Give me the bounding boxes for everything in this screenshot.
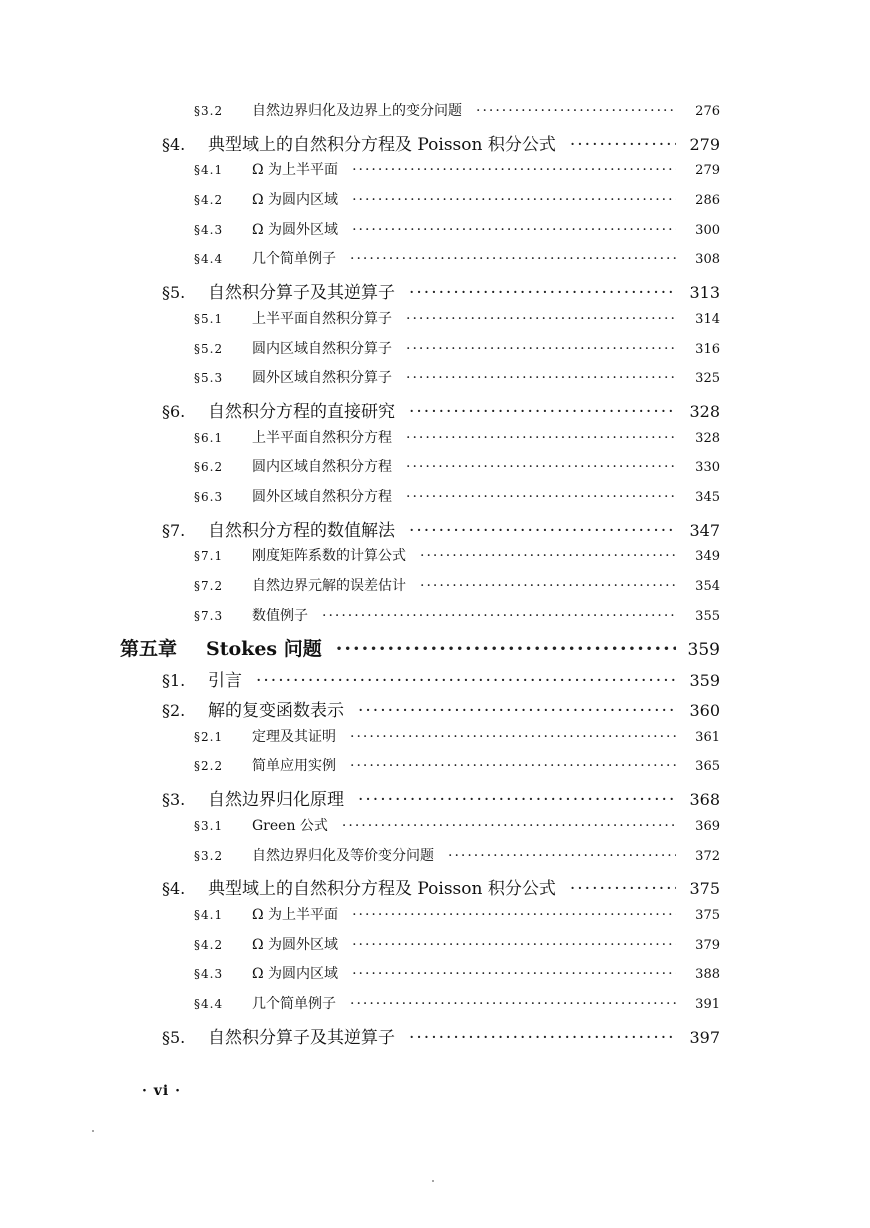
- toc-entry-title: 上半平面自然积分算子: [252, 310, 392, 327]
- toc-subsection-row[interactable]: [0, 486, 870, 516]
- dot-leader: [352, 222, 676, 238]
- toc-entry-number: §7.1: [194, 549, 224, 564]
- dot-leader: [352, 162, 676, 178]
- toc-entry-page: 308: [695, 252, 720, 268]
- toc-entry-number: §4.3: [194, 222, 224, 237]
- toc-entry-number: §4.1: [194, 907, 224, 922]
- toc-entry-title: 典型域上的自然积分方程及 Poisson 积分公式: [208, 879, 556, 900]
- toc-entry-number: §5.: [162, 1027, 186, 1047]
- dot-leader: [358, 701, 676, 721]
- toc-entry-number: §4.: [162, 134, 186, 154]
- dot-leader: [336, 638, 676, 660]
- dot-leader: [406, 370, 676, 386]
- toc-section-row[interactable]: [0, 696, 870, 726]
- toc-entry-number: 第五章: [120, 638, 178, 661]
- dot-leader: [448, 848, 676, 864]
- toc-entry-number: §1.: [162, 671, 186, 691]
- toc-entry-title: Ω 为圆外区域: [252, 936, 339, 953]
- toc-entry-number: §4.: [162, 879, 186, 899]
- toc-entry-title: Ω 为上半平面: [252, 162, 339, 179]
- dot-leader: [420, 548, 676, 564]
- dot-leader: [476, 103, 676, 119]
- toc-subsection-row[interactable]: [0, 845, 870, 875]
- toc-entry-title: 引言: [208, 671, 242, 692]
- toc-entry-title: 数值例子: [252, 607, 308, 624]
- toc-entry-number: §6.2: [194, 460, 224, 475]
- toc-subsection-row[interactable]: [0, 308, 870, 338]
- toc-entry-title: 简单应用实例: [252, 758, 336, 775]
- toc-entry-title: 几个简单例子: [252, 995, 336, 1012]
- toc-entry-page: 365: [695, 759, 720, 775]
- toc-entry-page: 328: [695, 430, 720, 446]
- toc-entry-title: 自然边界归化及等价变分问题: [252, 847, 434, 864]
- toc-entry-page: 359: [687, 640, 720, 661]
- toc-subsection-row[interactable]: [0, 904, 870, 934]
- toc-subsection-row[interactable]: [0, 993, 870, 1023]
- toc-chapter-row[interactable]: [0, 634, 870, 666]
- toc-entry-page: 361: [695, 729, 720, 745]
- toc-subsection-row[interactable]: [0, 755, 870, 785]
- toc-entry-page: 325: [695, 371, 720, 387]
- toc-entry-title: 刚度矩阵系数的计算公式: [252, 548, 406, 565]
- toc-entry-title: Ω 为圆内区域: [252, 192, 339, 209]
- toc-entry-number: §6.: [162, 401, 186, 421]
- toc-entry-title: Ω 为圆内区域: [252, 966, 339, 983]
- dot-leader: [352, 966, 676, 982]
- toc-entry-number: §5.: [162, 283, 186, 303]
- toc-subsection-row[interactable]: [0, 338, 870, 368]
- toc-entry-page: 314: [695, 311, 720, 327]
- toc-entry-page: 279: [695, 163, 720, 179]
- toc-entry-page: 330: [695, 460, 720, 476]
- toc-entry-title: 自然边界元解的误差估计: [252, 578, 406, 594]
- toc-entry-number: §3.2: [194, 848, 224, 863]
- toc-entry-number: §2.: [162, 701, 186, 721]
- toc-entry-number: §7.: [162, 520, 186, 540]
- toc-entry-page: 372: [695, 848, 720, 864]
- toc-subsection-row[interactable]: [0, 367, 870, 397]
- toc-entry-page: 276: [695, 104, 720, 119]
- toc-entry-page: 375: [689, 879, 720, 899]
- toc-entry-number: §5.3: [194, 371, 224, 386]
- toc-entry-page: 379: [695, 937, 720, 953]
- toc-subsection-row[interactable]: [0, 456, 870, 486]
- toc-section-row[interactable]: [0, 666, 870, 696]
- dot-leader: [406, 489, 676, 505]
- toc-entry-page: 388: [695, 967, 720, 983]
- toc-section-row[interactable]: [0, 785, 870, 815]
- toc-entry-number: §5.1: [194, 311, 224, 326]
- toc-section-row[interactable]: [0, 516, 870, 546]
- toc-entry-number: §3.: [162, 790, 186, 810]
- toc-entry-number: §5.2: [194, 341, 224, 356]
- toc-entry-title: 自然积分算子及其逆算子: [208, 283, 395, 304]
- toc-entry-title: 自然积分方程的直接研究: [208, 401, 395, 422]
- toc-entry-title: 几个简单例子: [252, 251, 336, 268]
- scan-speck: [432, 1180, 434, 1182]
- toc-section-row[interactable]: [0, 1023, 870, 1053]
- toc-entry-number: §7.2: [194, 579, 224, 593]
- toc-subsection-row[interactable]: [0, 100, 870, 130]
- dot-leader: [256, 671, 676, 691]
- toc-entry-page: 354: [695, 579, 720, 594]
- toc-entry-title: Ω 为圆外区域: [252, 221, 339, 238]
- dot-leader: [352, 192, 676, 208]
- dot-leader: [322, 608, 676, 624]
- toc-entry-number: §4.3: [194, 967, 224, 982]
- toc-entry-number: §4.1: [194, 163, 224, 178]
- toc-entry-page: 355: [695, 608, 720, 624]
- dot-leader: [409, 402, 676, 422]
- dot-leader: [409, 1028, 676, 1048]
- toc-entry-number: §3.2: [194, 104, 224, 118]
- dot-leader: [352, 907, 676, 923]
- toc-entry-page: 328: [689, 401, 720, 421]
- toc-entry-title: 自然积分算子及其逆算子: [208, 1027, 395, 1048]
- toc-section-row[interactable]: [0, 278, 870, 308]
- toc-section-row[interactable]: [0, 397, 870, 427]
- dot-leader: [570, 879, 676, 899]
- toc-entry-page: 359: [689, 671, 720, 691]
- dot-leader: [350, 758, 676, 774]
- dot-leader: [406, 311, 676, 327]
- scan-speck: [92, 1130, 94, 1132]
- toc-entry-page: 345: [695, 489, 720, 505]
- toc-subsection-row[interactable]: [0, 219, 870, 249]
- toc-entry-number: §3.1: [194, 818, 224, 833]
- toc-subsection-row[interactable]: [0, 159, 870, 189]
- toc-entry-page: 368: [689, 790, 720, 810]
- toc-entry-title: 典型域上的自然积分方程及 Poisson 积分公式: [208, 134, 556, 155]
- toc-subsection-row[interactable]: [0, 605, 870, 635]
- toc-entry-title: 定理及其证明: [252, 728, 336, 745]
- toc-entry-page: 391: [695, 996, 720, 1012]
- toc-entry-number: §2.1: [194, 729, 224, 744]
- toc-entry-page: 286: [695, 193, 720, 209]
- toc-entry-number: §4.2: [194, 193, 224, 208]
- dot-leader: [358, 790, 676, 810]
- toc-entry-title: 圆外区域自然积分方程: [252, 488, 392, 505]
- toc-entry-number: §2.2: [194, 759, 224, 774]
- dot-leader: [409, 521, 676, 541]
- dot-leader: [352, 937, 676, 953]
- toc-entry-page: 369: [695, 818, 720, 834]
- toc-subsection-row[interactable]: [0, 575, 870, 605]
- toc-section-row[interactable]: [0, 874, 870, 904]
- toc-entry-number: §7.3: [194, 608, 224, 623]
- dot-leader: [406, 430, 676, 446]
- toc-entry-page: 313: [689, 283, 720, 303]
- toc-entry-number: §4.4: [194, 252, 224, 267]
- toc-subsection-row[interactable]: [0, 189, 870, 219]
- dot-leader: [350, 996, 676, 1012]
- toc-subsection-row[interactable]: [0, 815, 870, 845]
- toc-entry-title: Ω 为上半平面: [252, 906, 339, 923]
- toc-entry-title: 自然边界归化原理: [208, 790, 344, 811]
- toc-subsection-row[interactable]: [0, 545, 870, 575]
- dot-leader: [350, 729, 676, 745]
- toc-entry-page: 316: [695, 341, 720, 357]
- toc-subsection-row[interactable]: [0, 427, 870, 457]
- toc-subsection-row[interactable]: [0, 934, 870, 964]
- dot-leader: [409, 283, 676, 303]
- toc-entry-page: 300: [695, 222, 720, 238]
- toc-entry-number: §6.1: [194, 430, 224, 445]
- toc-entry-page: 349: [695, 549, 720, 565]
- dot-leader: [420, 578, 676, 594]
- toc-entry-number: §4.2: [194, 937, 224, 952]
- toc-entry-page: 397: [689, 1027, 720, 1047]
- dot-leader: [350, 251, 676, 267]
- toc-subsection-row[interactable]: [0, 248, 870, 278]
- page-number-footer: · vi ·: [142, 1083, 181, 1099]
- toc-entry-page: 279: [689, 134, 720, 154]
- toc-entry-title: Stokes 问题: [206, 638, 322, 661]
- toc-entry-title: 自然边界归化及边界上的变分问题: [252, 103, 462, 119]
- toc-entry-number: §6.3: [194, 489, 224, 504]
- toc-entry-title: 解的复变函数表示: [208, 701, 344, 722]
- toc-entry-title: 圆内区域自然积分算子: [252, 340, 392, 357]
- toc-entry-title: 自然积分方程的数值解法: [208, 520, 395, 541]
- dot-leader: [342, 818, 676, 834]
- toc-entry-title: 圆外区域自然积分算子: [252, 370, 392, 387]
- toc-entry-page: 375: [695, 907, 720, 923]
- toc-subsection-row[interactable]: [0, 963, 870, 993]
- dot-leader: [406, 341, 676, 357]
- dot-leader: [570, 135, 676, 155]
- toc-entry-title: Green 公式: [252, 817, 328, 834]
- table-of-contents: [0, 100, 870, 1052]
- toc-entry-page: 360: [689, 701, 720, 721]
- toc-entry-title: 上半平面自然积分方程: [252, 429, 392, 446]
- toc-entry-page: 347: [689, 520, 720, 540]
- dot-leader: [406, 459, 676, 475]
- toc-entry-title: 圆内区域自然积分方程: [252, 459, 392, 476]
- toc-section-row[interactable]: [0, 130, 870, 160]
- toc-subsection-row[interactable]: [0, 726, 870, 756]
- toc-entry-number: §4.4: [194, 996, 224, 1011]
